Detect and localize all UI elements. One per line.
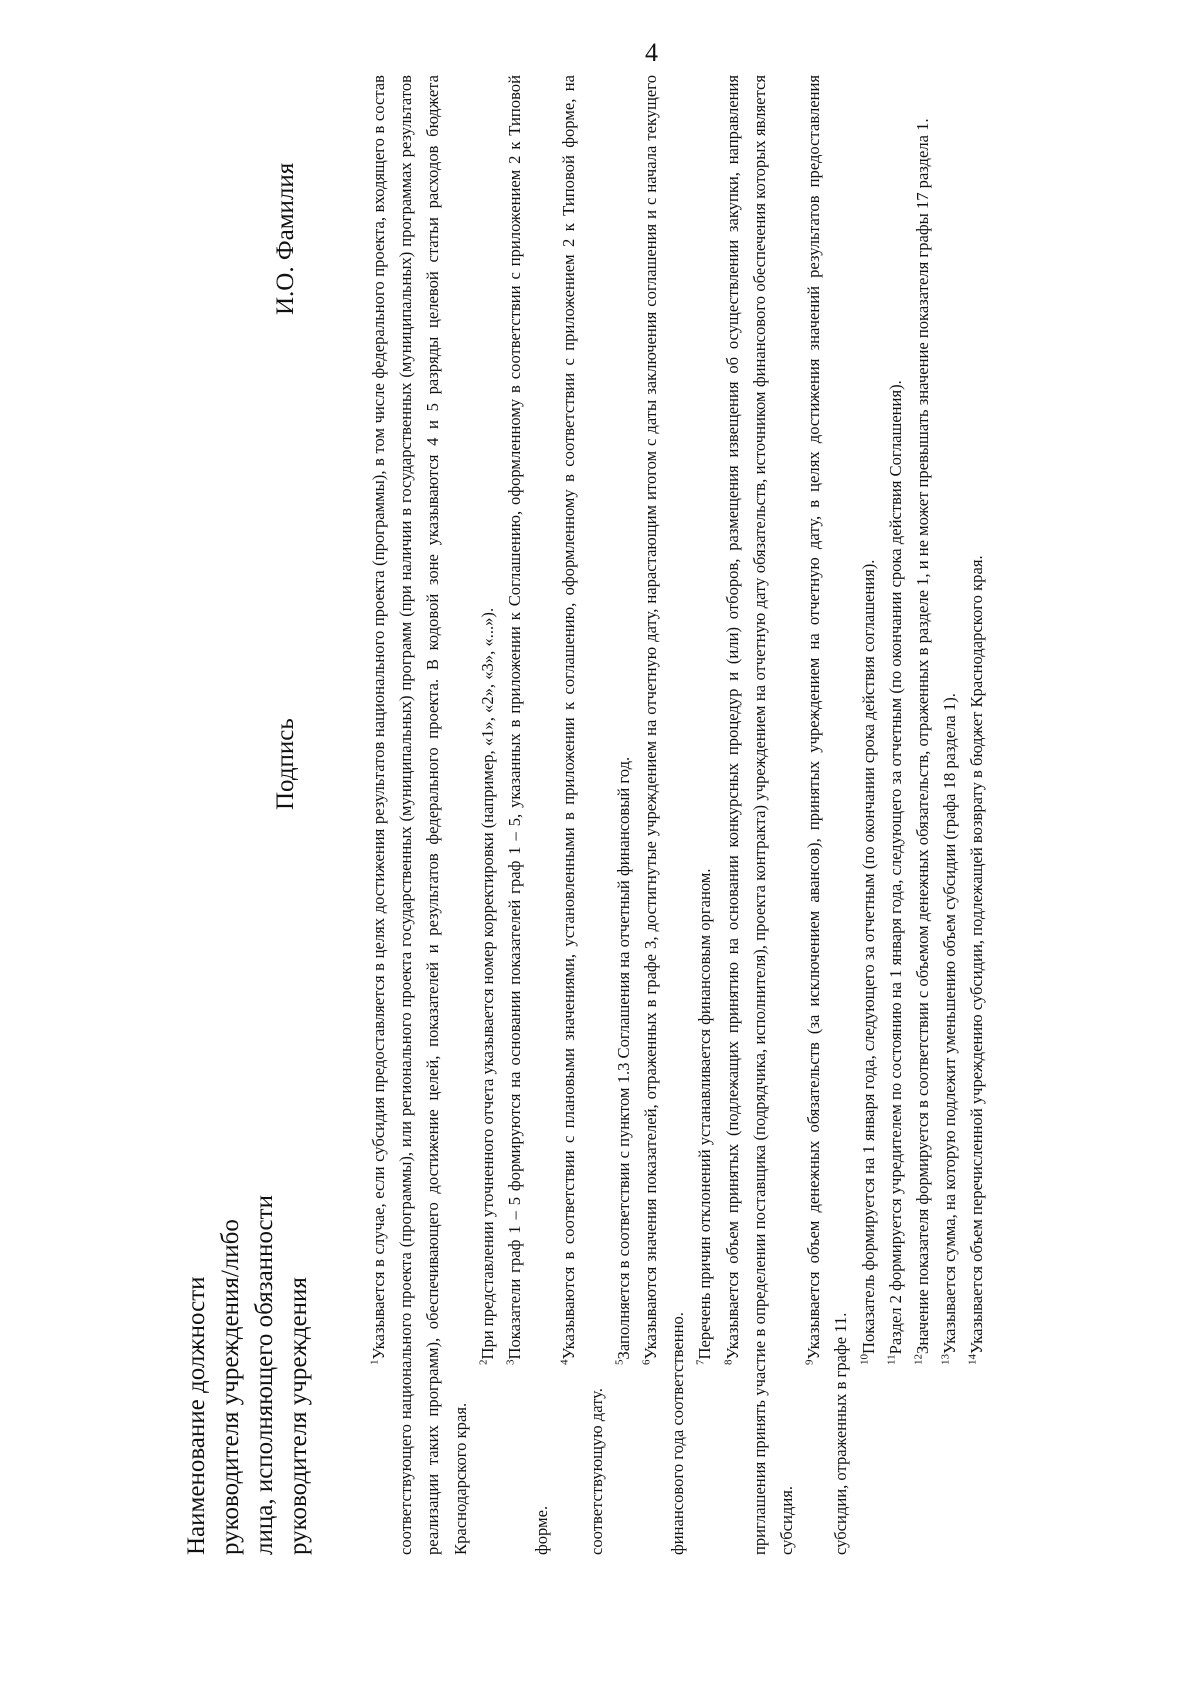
page-number: 4 [645, 38, 658, 67]
footnote [936, 75, 963, 1555]
signatory-name-label: И.О. Фамилия [272, 162, 299, 315]
footnote [555, 75, 609, 1555]
footnote-number: 7 [694, 1359, 707, 1365]
footnote [365, 75, 474, 1555]
footnote-text: Показатели граф 1 – 5 формируются на основании показателей граф 1 – 5, указанных в приложении к Соглашению, оформленному в соответствии с приложением 2 к Типовой форме. [505, 75, 552, 1555]
footnote-number: 5 [613, 1359, 626, 1365]
footnote-number: 9 [803, 1359, 816, 1365]
footnote [637, 75, 691, 1555]
signatory-title-line: Наименование должности [183, 1276, 210, 1555]
footnote [501, 75, 555, 1555]
footnote-number: 12 [912, 1354, 925, 1365]
footnote-number: 8 [722, 1359, 735, 1365]
footnote-text: Значение показателя формируется в соответствии с объемом денежных обязательств, отраженных в разделе 1, и не может превышать значение показателя графы 17 раздела 1. [913, 118, 933, 1354]
footnote-text: Указывается объем денежных обязательств (за исключением авансов), принятых учреждением на отчетную дату, в целях достижения значений результатов предоставления субсидии, отраженных в графе 11. [804, 75, 851, 1555]
footnote-text: Указываются в соответствии с плановыми значениями, установленными в приложении к соглашению, оформленному в соответствии с приложением 2 к Типовой форме, на соответствующую дату. [559, 75, 606, 1555]
footnote-number: 11 [885, 1354, 898, 1365]
footnote [882, 75, 909, 1555]
footnotes [365, 75, 991, 1555]
signatory-position-title [180, 1135, 316, 1555]
footnote [691, 75, 718, 1555]
footnote-number: 1 [368, 1359, 381, 1365]
footnote-text: Указывается объем перечисленной учреждению субсидии, подлежащей возврату в бюджет Краснодарского края. [967, 555, 987, 1354]
footnote [610, 75, 637, 1555]
footnote-text: Указывается объем принятых (подлежащих принятию на основании конкурсных процедур и (или) отборов, размещения извещения об осуществлении закупки, направления приглашения принять участие в определении поставщика (подрядчика, исполнителя), проекта контракта) учреждением на отчетную дату обязательств, источником финансового обеспечения которых является субсидия. [722, 75, 797, 1555]
footnote-text: Раздел 2 формируется учредителем по состоянию на 1 января года, следующего за отчетным (по окончании срока действия Соглашения). [885, 380, 905, 1355]
footnote-number: 14 [966, 1354, 979, 1365]
signatory-title-line: руководителя учреждения [285, 1277, 312, 1555]
footnote [963, 75, 990, 1555]
footnote-number: 13 [939, 1354, 952, 1365]
footnote-text: Перечень причин отклонений устанавливается финансовым органом. [695, 868, 715, 1360]
signature-block [180, 75, 320, 1555]
footnote [719, 75, 801, 1555]
footnote-text: Указывается в случае, если субсидия предоставляется в целях достижения результатов национального проекта (программы), в том числе федерального проекта, входящего в состав соответствующего национального проекта (программы), или регионального проекта государственных (муниципальных) программ (при наличии в государственных (муниципальных) программах результатов реализации таких программ), обеспечивающего достижение целей, показателей и результатов федерального проекта. В кодовой зоне указываются 4 и 5 разряды целевой статьи расходов бюджета Краснодарского края. [369, 75, 470, 1555]
signatory-title-line: лица, исполняющего обязанности [251, 1195, 278, 1555]
footnote [855, 75, 882, 1555]
footnote [909, 75, 936, 1555]
footnote-number: 10 [858, 1354, 871, 1365]
footnote-text: Указываются значения показателей, отраженных в графе 3, достигнутые учреждением на отчетную дату, нарастающим итогом с даты заключения соглашения и с начала текущего финансового года соответственно. [641, 75, 688, 1555]
footnote [474, 75, 501, 1555]
footnote [800, 75, 854, 1555]
rotated-content [180, 75, 1120, 1555]
footnote-number: 6 [640, 1359, 653, 1365]
footnote-number: 2 [477, 1359, 490, 1365]
signature-label: Подпись [272, 718, 299, 810]
footnote-text: Заполняется в соответствии с пунктом 1.3 Соглашения на отчетный финансовый год. [613, 756, 633, 1360]
footnote-number: 4 [558, 1359, 571, 1365]
footnote-number: 3 [504, 1359, 517, 1365]
footnote-text: Показатель формируется на 1 января года, следующего за отчетным (по окончании срока действия соглашения). [858, 559, 878, 1354]
footnote-text: При представлении уточненного отчета указывается номер корректировки (например, «1», «2», «3», «...»). [477, 607, 497, 1360]
signatory-title-line: руководителя учреждения/либо [217, 1219, 244, 1555]
footnote-text: Указывается сумма, на которую подлежит уменьшению объем субсидии (графа 18 раздела 1). [940, 693, 960, 1354]
